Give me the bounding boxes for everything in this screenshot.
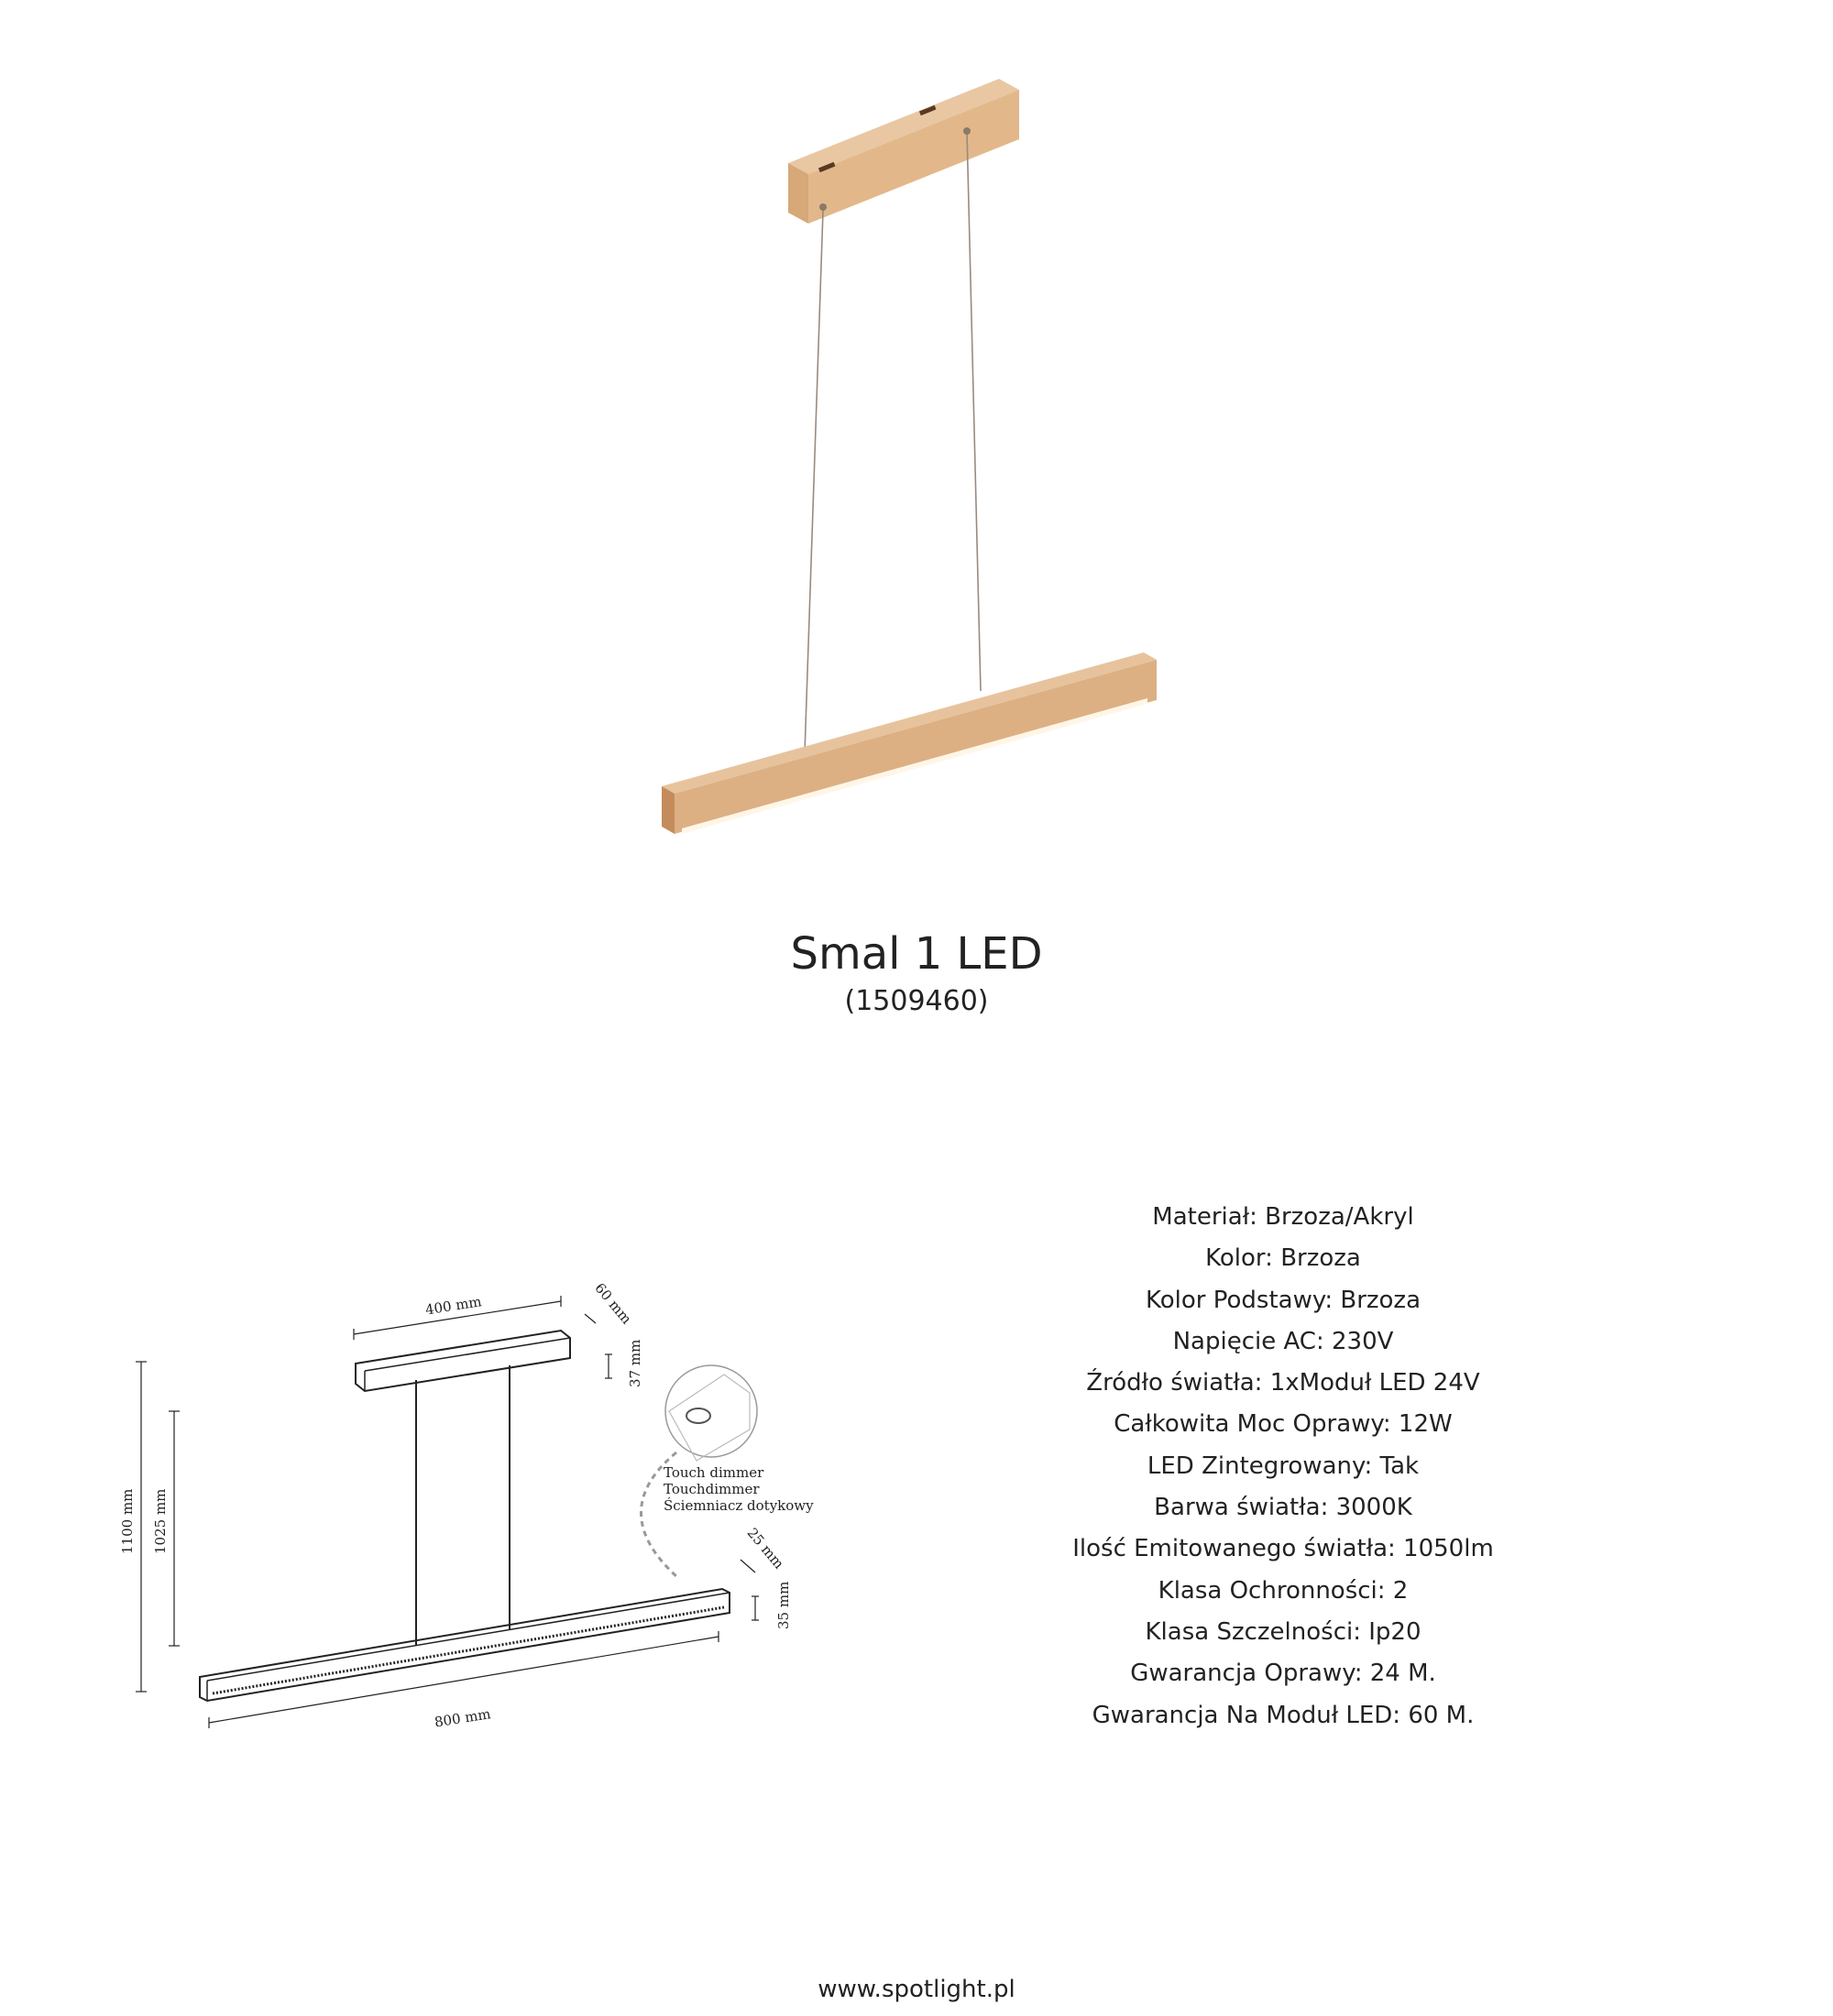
spec-item: Gwarancja Oprawy: 24 M. xyxy=(1130,1660,1436,1688)
drawing-canopy-edge xyxy=(365,1338,570,1371)
dimmer-label-pl: Ściemniacz dotykowy xyxy=(664,1497,814,1514)
dim-bar-length: 800 mm xyxy=(433,1705,492,1731)
bar-top xyxy=(662,652,1157,794)
dim-top-width: 400 mm xyxy=(423,1293,483,1319)
product-title: Smal 1 LED xyxy=(790,928,1043,980)
drawing-bar-diffuser xyxy=(213,1607,724,1693)
dimmer-label-de: Touchdimmer xyxy=(664,1481,760,1497)
dimension-drawing xyxy=(110,1274,825,1750)
cable-clip-left xyxy=(819,203,827,211)
spec-item: Napięcie AC: 230V xyxy=(1172,1327,1394,1355)
dim-top-height: 37 mm xyxy=(627,1339,643,1387)
dimmer-label-en: Touch dimmer xyxy=(664,1464,764,1481)
footer-url[interactable]: www.spotlight.pl xyxy=(818,1976,1015,2003)
dim-top-depth-line xyxy=(585,1314,596,1323)
spec-item: Barwa światła: 3000K xyxy=(1154,1494,1412,1522)
product-photo xyxy=(623,55,1191,843)
bar-side xyxy=(675,660,1157,834)
spec-item: Klasa Ochronności: 2 xyxy=(1158,1576,1409,1605)
spec-item: Klasa Szczelności: Ip20 xyxy=(1145,1617,1421,1646)
spec-item: Materiał: Brzoza/Akryl xyxy=(1152,1203,1414,1231)
spec-item: Gwarancja Na Moduł LED: 60 M. xyxy=(1092,1701,1475,1729)
spec-list xyxy=(971,1197,1595,1737)
spec-item: Całkowita Moc Oprawy: 12W xyxy=(1114,1410,1453,1439)
spec-item: LED Zintegrowany: Tak xyxy=(1147,1452,1420,1480)
dim-bar-depth: 25 mm xyxy=(743,1524,788,1572)
spec-item: Źródło światła: 1xModuł LED 24V xyxy=(1086,1369,1480,1397)
dim-top-depth: 60 mm xyxy=(591,1279,635,1328)
dimmer-detail-circle xyxy=(665,1365,757,1457)
drawing-canopy xyxy=(356,1331,570,1391)
cable-clip-right xyxy=(963,127,971,135)
bar-front xyxy=(662,786,675,834)
dim-cable-height: 1025 mm xyxy=(152,1488,169,1554)
product-code: (1509460) xyxy=(844,985,989,1017)
dim-bar-depth-line xyxy=(741,1560,755,1572)
dim-bar-height: 35 mm xyxy=(775,1581,792,1629)
spec-item: Ilość Emitowanego światła: 1050lm xyxy=(1072,1535,1494,1563)
dim-total-height: 1100 mm xyxy=(119,1488,136,1554)
spec-item: Kolor Podstawy: Brzoza xyxy=(1145,1286,1421,1314)
cable-right xyxy=(967,131,981,691)
dimmer-detail-button xyxy=(686,1408,710,1423)
cable-left xyxy=(805,211,823,753)
drawing-bar-edge xyxy=(207,1593,730,1681)
spec-item: Kolor: Brzoza xyxy=(1205,1244,1361,1273)
